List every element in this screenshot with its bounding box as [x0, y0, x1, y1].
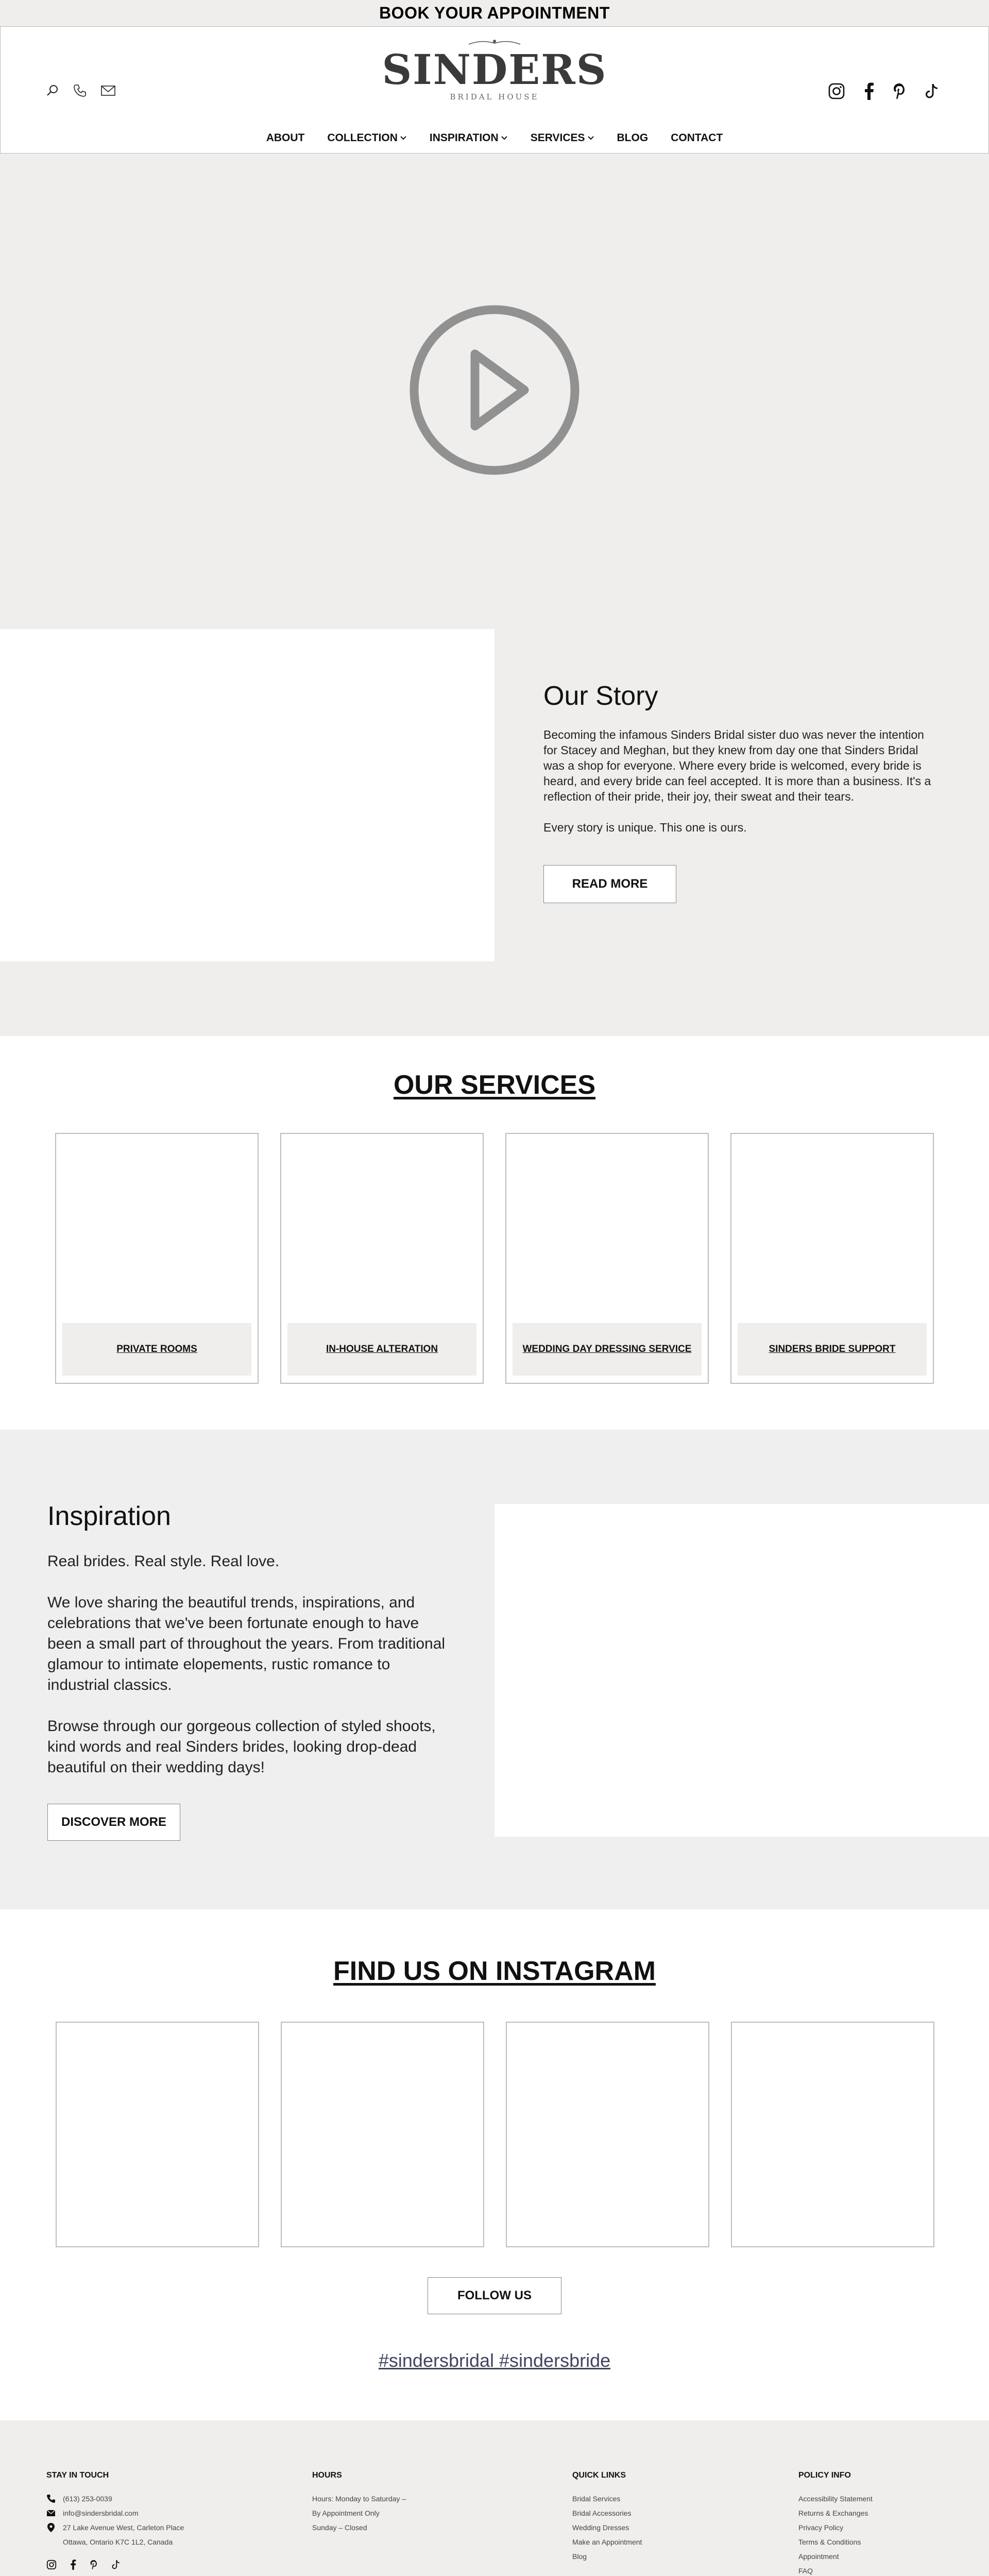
- footer-social-icons: [46, 2560, 184, 2572]
- footer-address-line: 27 Lake Avenue West, Carleton Place: [63, 2523, 184, 2532]
- footer-heading: QUICK LINKS: [572, 2471, 626, 2480]
- pinterest-icon[interactable]: [90, 2560, 98, 2572]
- nav-label: SERVICES: [530, 132, 585, 144]
- story-paragraph: Becoming the infamous Sinders Bridal sister duo was never the intention for Stacey and Meghan, but they knew from day one that Sinders Bridal was a shop for everyone. Where every bride is welcomed, every bride is heard, and every bride can feel accepted. It is more than a business. It's a reflection of their pride, their joy, their sweat and their tears.: [543, 728, 931, 803]
- footer-policy-info: [798, 2471, 873, 2576]
- footer-link[interactable]: Bridal Services: [572, 2495, 621, 2503]
- story-title: Our Story: [543, 681, 658, 711]
- tiktok-icon[interactable]: [925, 83, 939, 102]
- book-appointment-link[interactable]: BOOK YOUR APPOINTMENT: [379, 4, 610, 22]
- facebook-icon[interactable]: [70, 2560, 76, 2572]
- footer-link[interactable]: Wedding Dresses: [572, 2523, 629, 2532]
- hashtags-link[interactable]: #sindersbridal #sindersbride: [378, 2350, 611, 2371]
- location-pin-icon: [46, 2522, 56, 2533]
- follow-us-button[interactable]: FOLLOW US: [428, 2277, 561, 2314]
- service-card-label[interactable]: IN-HOUSE ALTERATION: [287, 1323, 476, 1376]
- instagram-post[interactable]: [731, 2022, 934, 2247]
- inspiration-paragraph: Browse through our gorgeous collection of styled shoots, kind words and real Sinders brides, looking drop-dead beautiful on their wedding days!: [47, 1718, 436, 1776]
- nav-label: ABOUT: [266, 132, 305, 144]
- service-card[interactable]: [55, 1133, 259, 1384]
- footer-email-text: info@sindersbridal.com: [63, 2509, 139, 2517]
- footer-link[interactable]: Make an Appointment: [572, 2538, 642, 2546]
- nav-label: CONTACT: [671, 132, 723, 144]
- inspiration-image: [494, 1504, 989, 1837]
- nav-label: BLOG: [617, 132, 649, 144]
- footer-link[interactable]: Privacy Policy: [798, 2523, 844, 2532]
- logo-wordmark: SINDERS: [382, 45, 607, 94]
- header-social-icons: [828, 82, 939, 103]
- footer-heading: POLICY INFO: [798, 2471, 851, 2480]
- footer-hours: [312, 2471, 406, 2535]
- footer-link[interactable]: Blog: [572, 2552, 587, 2561]
- play-icon[interactable]: [408, 303, 581, 479]
- our-story-section: [0, 629, 989, 1036]
- inspiration-section: [0, 1430, 989, 1909]
- facebook-icon[interactable]: [864, 82, 874, 103]
- main-navigation: [1, 132, 988, 144]
- footer-address: [46, 2520, 184, 2535]
- tiktok-icon[interactable]: [111, 2560, 121, 2572]
- instagram-section: [0, 1909, 989, 2420]
- chevron-down-icon: [587, 135, 594, 141]
- read-more-button[interactable]: READ MORE: [543, 865, 676, 903]
- nav-label: COLLECTION: [327, 132, 398, 144]
- instagram-post[interactable]: [506, 2022, 709, 2247]
- story-image: [0, 629, 494, 961]
- instagram-icon[interactable]: [828, 82, 845, 103]
- site-footer: [0, 2420, 989, 2576]
- service-card-label[interactable]: SINDERS BRIDE SUPPORT: [738, 1323, 927, 1376]
- inspiration-paragraph: We love sharing the beautiful trends, inspirations, and celebrations that we've been fortunate enough to have been a small part of throughout the years. From traditional glamour to intimate elopements, rustic romance to industrial classics.: [47, 1594, 446, 1693]
- services-section: [0, 1036, 989, 1430]
- story-content: [543, 681, 935, 903]
- footer-link[interactable]: Returns & Exchanges: [798, 2509, 868, 2517]
- logo-subtitle: BRIDAL HOUSE: [450, 92, 539, 101]
- discover-more-button[interactable]: DISCOVER MORE: [47, 1804, 180, 1841]
- inspiration-tagline: Real brides. Real style. Real love.: [47, 1553, 280, 1570]
- inspiration-content: [47, 1501, 449, 1841]
- instagram-post[interactable]: [56, 2022, 259, 2247]
- chevron-down-icon: [501, 135, 508, 141]
- footer-heading: HOURS: [312, 2471, 342, 2480]
- footer-quick-links: [572, 2471, 642, 2564]
- instagram-post[interactable]: [281, 2022, 484, 2247]
- footer-heading: STAY IN TOUCH: [46, 2471, 109, 2480]
- nav-contact[interactable]: [671, 132, 723, 144]
- service-card-label[interactable]: PRIVATE ROOMS: [62, 1323, 251, 1376]
- nav-services[interactable]: [531, 132, 594, 144]
- footer-hours-line: Sunday – Closed: [312, 2523, 367, 2532]
- nav-label: INSPIRATION: [429, 132, 499, 144]
- nav-about[interactable]: [266, 132, 305, 144]
- pinterest-icon[interactable]: [893, 82, 906, 103]
- footer-link[interactable]: Terms & Conditions: [798, 2538, 861, 2546]
- service-card[interactable]: [280, 1133, 484, 1384]
- hero-video: [0, 154, 989, 629]
- footer-hours-line: By Appointment Only: [312, 2509, 380, 2517]
- footer-phone-text: (613) 253-0039: [63, 2495, 112, 2503]
- service-card[interactable]: [505, 1133, 709, 1384]
- footer-contact: [46, 2471, 184, 2572]
- footer-link[interactable]: Bridal Accessories: [572, 2509, 632, 2517]
- nav-collection[interactable]: [327, 132, 407, 144]
- footer-email[interactable]: [46, 2506, 184, 2520]
- nav-blog[interactable]: [617, 132, 649, 144]
- footer-address-line: Ottawa, Ontario K7C 1L2, Canada: [63, 2538, 173, 2546]
- instagram-title: FIND US ON INSTAGRAM: [333, 1956, 656, 1986]
- inspiration-title: Inspiration: [47, 1501, 171, 1531]
- footer-hours-line: Hours: Monday to Saturday –: [312, 2495, 406, 2503]
- mail-icon: [46, 2510, 56, 2517]
- story-tagline: Every story is unique. This one is ours.: [543, 821, 747, 834]
- service-card-label[interactable]: WEDDING DAY DRESSING SERVICE: [513, 1323, 702, 1376]
- phone-icon: [46, 2494, 56, 2503]
- services-title: OUR SERVICES: [393, 1070, 596, 1100]
- service-card[interactable]: [730, 1133, 934, 1384]
- nav-inspiration[interactable]: [430, 132, 508, 144]
- site-header: [0, 26, 989, 154]
- services-cards: [55, 1133, 934, 1384]
- top-announcement-bar: [0, 0, 989, 26]
- instagram-icon[interactable]: [46, 2560, 57, 2572]
- instagram-grid: [56, 2022, 934, 2247]
- footer-link[interactable]: Appointment: [798, 2552, 839, 2561]
- footer-link[interactable]: Accessibility Statement: [798, 2495, 873, 2503]
- chevron-down-icon: [400, 135, 407, 141]
- footer-link[interactable]: FAQ: [798, 2567, 813, 2575]
- footer-phone[interactable]: [46, 2492, 184, 2506]
